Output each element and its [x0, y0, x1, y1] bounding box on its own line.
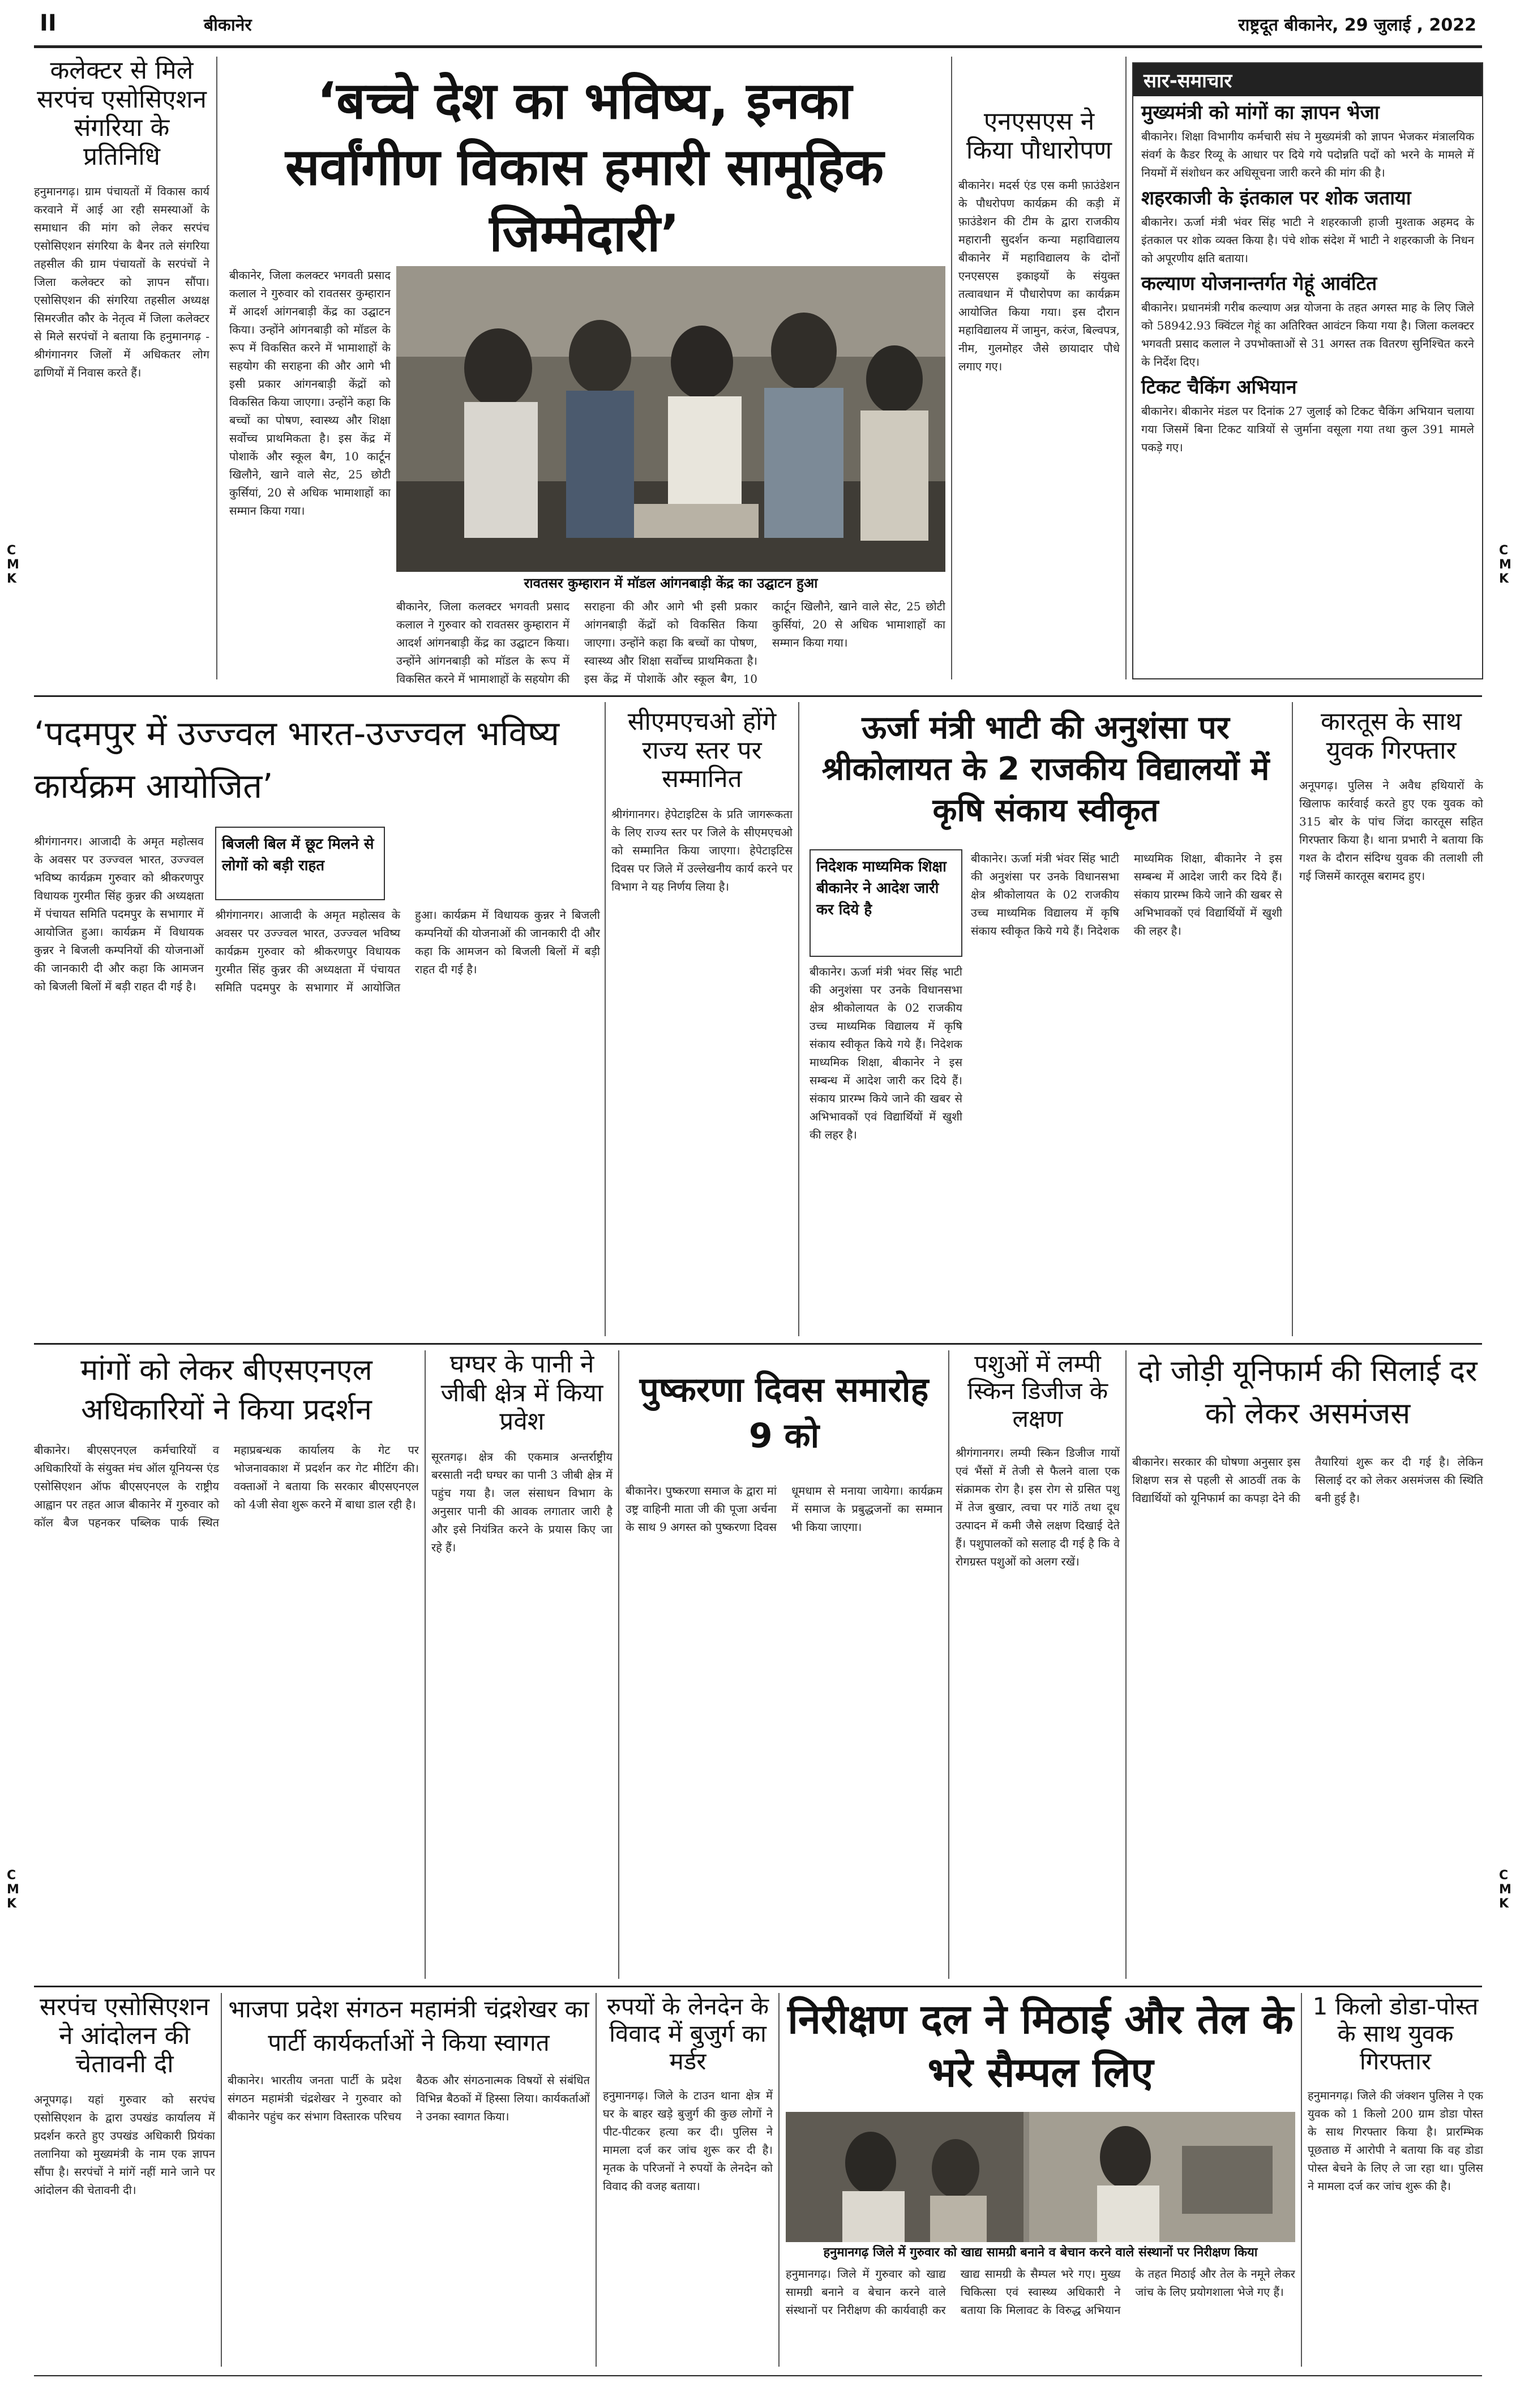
column-divider	[1292, 702, 1293, 1336]
article-body: श्रीगंगानगर। आजादी के अमृत महोत्सव के अवसर पर उज्ज्वल भारत, उज्ज्वल भविष्य कार्यक्रम गुरुवार को श्रीकरणपुर विधायक गुरमीत सिंह कुन्नर की अध्यक्षता में पंचायत समिति पदमपुर के सभागार में आयोजित हुआ। कार्यक्रम में विधायक कुन्नर ने बिजली कम्पनियों की योजनाओं की जानकारी दी और कहा कि आमजन को बिजली बिलों में बड़ी राहत दी गई है।	[34, 835, 204, 993]
article-body: हनुमानगढ़। ग्राम पंचायतों में विकास कार्य करवाने में आई आ रही समस्याओं के समाधान की मांग को लेकर सरपंच एसोसिएशन संगरिया के बैनर तले संगरिया तहसील की ग्राम पंचायतों के सरपंचों ने जिला कलेक्टर को ज्ञापन सौंपा। एसोसिएशन की संगरिया तहसील अध्यक्ष सिमरजीत कौर के नेतृत्व में जिला कलेक्टर से मिले सरपंचों ने बताया कि हनुमानगढ़ - श्रीगंगानगर जिलों में अधिकतर लोग ढाणियों में निवास करते हैं।	[34, 185, 209, 380]
column-divider	[618, 1350, 619, 1979]
column-divider	[778, 1993, 780, 2367]
article-bjp	[228, 1993, 590, 2367]
column-divider	[1125, 1350, 1127, 1979]
column-divider	[951, 57, 952, 679]
inspection-photo	[786, 2112, 1295, 2242]
reg-k-right-2: K	[1499, 1897, 1509, 1911]
article-cartoos	[1299, 702, 1483, 1336]
reg-c-right-2: C	[1499, 1868, 1509, 1883]
highlight-text: निदेशक माध्यमिक शिक्षा बीकानेर ने आदेश जारी कर दिये है	[816, 858, 947, 918]
brief-headline: टिकट चैकिंग अभियान	[1141, 376, 1297, 399]
sar-samachar-box	[1132, 62, 1483, 679]
brief-headline: शहरकाजी के इंतकाल पर शोक जताया	[1141, 187, 1411, 210]
article-body: श्रीगंगानगर। लम्पी स्किन डिजीज गायों एवं भैंसों में तेजी से फैलने वाला एक संक्रामक रोग है। इस रोग से ग्रसित पशु में तेज बुखार, त्वचा पर गांठें तथा दूध उत्पादन में कमी जैसे लक्षण दिखाई देते हैं। पशुपालकों को सलाह दी गई है कि वे रोगग्रस्त पशुओं को अलग रखें।	[956, 1445, 1120, 1568]
headline: ‘पदमपुर में उज्ज्वल भारत-उज्ज्वल भविष्य कार्यक्रम आयोजित’	[34, 714, 560, 806]
headline: रुपयों के लेनदेन के विवाद में बुजुर्ग का मर्डर	[606, 1993, 769, 2075]
column-divider	[1125, 57, 1127, 679]
article-pushkarna	[626, 1350, 943, 1979]
article-sarpanch-sangaria	[34, 57, 209, 679]
lead-body: बीकानेर, जिला कलक्टर भगवती प्रसाद कलाल ने गुरुवार को रावतसर कुम्हारान में आदर्श आंगनबाड़ी केंद्र का उद्घाटन किया। उन्होंने आंगनबाड़ी को मॉडल के रूप में विकसित करने में भामाशाहों के सहयोग की सराहना की और आगे भी इसी प्रकार आंगनबाड़ी केंद्रों को विकसित किया जाएगा। उन्होंने कहा कि बच्चों का पोषण, स्वास्थ्य और शिक्षा सर्वोच्च प्राथमिकता है। इस केंद्र में पोशाकें और स्कूल बैग, 10 कार्टून खिलौने, खाने वाले सेट, 25 छोटी कुर्सियां, 20 से अधिक भामाशाहों का सम्मान किया गया।	[229, 268, 391, 517]
lead-headline: ‘बच्चे देश का भविष्य, इनका सर्वांगीण विकास हमारी सामूहिक जिम्मेदारी’	[285, 71, 884, 263]
article-body-continued: श्रीगंगानगर। आजादी के अमृत महोत्सव के अवसर पर उज्ज्वल भारत, उज्ज्वल भविष्य कार्यक्रम गुरुवार को श्रीकरणपुर विधायक गुरमीत सिंह कुन्नर की अध्यक्षता में पंचायत समिति पदमपुर के सभागार में आयोजित हुआ। कार्यक्रम में विधायक कुन्नर ने बिजली कम्पनियों की योजनाओं की जानकारी दी और कहा कि आमजन को बिजली बिलों में बड़ी राहत दी गई है।	[215, 908, 600, 994]
urja-highlight	[810, 849, 962, 957]
article-body: हनुमानगढ़। जिले की जंक्शन पुलिस ने एक युवक को 1 किलो 200 ग्राम डोडा पोस्त के साथ गिरफ्तार किया है। प्रारम्भिक पूछताछ में आरोपी ने बताया कि वह डोडा पोस्त बेचने के लिए ले जा रहा था। पुलिस ने मामला दर्ज कर जांच शुरू की है।	[1308, 2088, 1483, 2193]
column-divider	[605, 702, 606, 1336]
reg-m-right-2: M	[1499, 1883, 1511, 1897]
article-body: हनुमानगढ़। जिले में गुरुवार को खाद्य सामग्री बनाने व बेचान करने वाले संस्थानों पर निरीक्षण की कार्यवाही कर खाद्य सामग्री के सैम्पल भरे गए। मुख्य चिकित्सा एवं स्वास्थ्य अधिकारी ने बताया कि मिलावट के विरुद्ध अभियान के तहत मिठाई और तेल के नमूने लेकर जांच के लिए प्रयोगशाला भेजे गए हैं।	[786, 2267, 1295, 2317]
article-sarpanch-anupgarh	[34, 1993, 215, 2367]
article-uniform	[1132, 1350, 1483, 1979]
inspection-photo-caption: हनुमानगढ़ जिले में गुरुवार को खाद्य सामग्री बनाने व बेचान करने वाले संस्थानों पर निरीक्षण किया	[823, 2246, 1258, 2260]
headline: 1 किलो डोडा-पोस्त के साथ युवक गिरफ्तार	[1312, 1993, 1479, 2075]
masthead	[0, 0, 1516, 44]
article-body: बीकानेर। सरकार की घोषणा अनुसार इस शिक्षण सत्र से पहली से आठवीं तक के विद्यार्थियों को यूनिफार्म का कपड़ा देने की तैयारियां शुरू कर दी गई है। लेकिन सिलाई दर को लेकर असमंजस की स्थिति बनी हुई है।	[1132, 1455, 1483, 1505]
column-divider	[216, 57, 217, 679]
headline: दो जोड़ी यूनिफार्म की सिलाई दर को लेकर असमंजस	[1138, 1354, 1478, 1431]
lead-photo	[396, 266, 945, 572]
headline: घग्घर के पानी ने जीबी क्षेत्र में किया प्रवेश	[440, 1350, 603, 1436]
article-body: बीकानेर। भारतीय जनता पार्टी के प्रदेश संगठन महामंत्री चंद्रशेखर ने गुरुवार को बीकानेर पहुंच कर संभाग विस्तारक परिचय बैठक और संगठनात्मक विषयों से संबंधित विभिन्न बैठकों में हिस्सा लिया। कार्यकर्ताओं ने उनका स्वागत किया।	[228, 2073, 590, 2123]
article-cmho	[611, 702, 793, 1336]
reg-k-left: K	[7, 572, 17, 586]
article-doda-post	[1308, 1993, 1483, 2367]
column-divider	[596, 1993, 597, 2367]
headline: ऊर्जा मंत्री भाटी की अनुशंसा पर श्रीकोलायत के 2 राजकीय विद्यालयों में कृषि संकाय स्वीकृत	[821, 709, 1270, 829]
article-ghaggar	[431, 1350, 613, 1979]
reg-m-left: M	[7, 558, 19, 572]
highlight-text: बिजली बिल में छूट मिलने से लोगों को बड़ी राहत	[222, 836, 374, 874]
brief-body: बीकानेर। ऊर्जा मंत्री भंवर सिंह भाटी ने शहरकाजी हाजी मुश्ताक अहमद के इंतकाल पर शोक व्यक्त किया है। पंचे शोक संदेश में भाटी ने शहरकाजी के निधन को अपूरणीय क्षति बताया।	[1141, 215, 1474, 266]
lead-body-bottom: बीकानेर, जिला कलक्टर भगवती प्रसाद कलाल ने गुरुवार को रावतसर कुम्हारान में आदर्श आंगनबाड़ी केंद्र का उद्घाटन किया। उन्होंने आंगनबाड़ी को मॉडल के रूप में विकसित करने में भामाशाहों के सहयोग की सराहना की और आगे भी इसी प्रकार आंगनबाड़ी केंद्रों को विकसित किया जाएगा। उन्होंने कहा कि बच्चों का पोषण, स्वास्थ्य और शिक्षा सर्वोच्च प्राथमिकता है। इस केंद्र में पोशाकें और स्कूल बैग, 10 कार्टून खिलौने, खाने वाले सेट, 25 छोटी कुर्सियां, 20 से अधिक भामाशाहों का सम्मान किया गया।	[396, 600, 945, 686]
brief-body: बीकानेर। बीकानेर मंडल पर दिनांक 27 जुलाई को टिकट चैकिंग अभियान चलाया गया जिसमें बिना टिकट यात्रियों से जुर्माना वसूला गया तथा कुल 391 मामले पकड़े गए।	[1141, 404, 1474, 455]
sar-samachar-title: सार-समाचार	[1133, 63, 1482, 96]
headline: पुष्करणा दिवस समारोह 9 को	[639, 1370, 929, 1456]
reg-m-left-2: M	[7, 1883, 19, 1897]
brief-body: बीकानेर। प्रधानमंत्री गरीब कल्याण अन्न योजना के तहत अगस्त माह के लिए जिले को 58942.93 क्विंटल गेहूं का अतिरिक्त आवंटन किया गया है। जिला कलक्टर भगवती प्रसाद कलाल ने उपभोक्ताओं से 31 अगस्त तक वितरण सुनिश्चित करने के निर्देश दिए।	[1141, 301, 1474, 369]
reg-c-left-2: C	[7, 1868, 16, 1883]
article-body: बीकानेर। बीएसएनएल कर्मचारियों व अधिकारियों के संयुक्त मंच ऑल यूनियन्स एंड एसोसिएशन ऑफ बीएसएनएल के राष्ट्रीय आह्वान पर तहत आज बीकानेर में गुरुवार को कॉल बैज पहनकर पब्लिक पार्क स्थित महाप्रबन्धक कार्यालय के गेट पर भोजनावकाश में प्रदर्शन कर गेट मीटिंग की। वक्ताओं ने बताया कि सरकार बीएसएनएल को 4जी सेवा शुरू करने में बाधा डाल रही है।	[34, 1443, 419, 1530]
article-body: श्रीगंगानगर। हेपेटाइटिस के प्रति जागरूकता के लिए राज्य स्तर पर जिले के सीएमएचओ को सम्मानित किया जाएगा। हेपेटाइटिस दिवस पर जिले में उल्लेखनीय कार्य करने पर विभाग ने यह निर्णय लिया है।	[611, 807, 793, 893]
reg-k-right: K	[1499, 572, 1509, 586]
column-divider	[425, 1350, 426, 1979]
reg-c-left: C	[7, 544, 16, 558]
headline: सरपंच एसोसिएशन ने आंदोलन की चेतावनी दी	[40, 1993, 209, 2079]
article-body: बीकानेर। पुष्करणा समाज के द्वारा मां उष्ट्र वाहिनी माता जी की पूजा अर्चना के साथ 9 अगस्त को पुष्करणा दिवस धूमधाम से मनाया जायेगा। कार्यक्रम में समाज के प्रबुद्धजनों का सम्मान भी किया जाएगा।	[626, 1484, 943, 1534]
reg-k-left-2: K	[7, 1897, 17, 1911]
article-body-continued: बीकानेर। ऊर्जा मंत्री भंवर सिंह भाटी की अनुशंसा पर उनके विधानसभा क्षेत्र श्रीकोलायत के 02 राजकीय उच्च माध्यमिक विद्यालय में कृषि संकाय स्वीकृत किये गये हैं। निदेशक माध्यमिक शिक्षा, बीकानेर ने इस सम्बन्ध में आदेश जारी कर दिये हैं। संकाय प्रारम्भ किये जाने की खबर से अभिभावकों एवं विद्यार्थियों में खुशी की लहर है।	[971, 852, 1282, 938]
masthead-rule	[34, 45, 1482, 48]
article-body: अनूपगढ़। पुलिस ने अवैध हथियारों के खिलाफ कार्रवाई करते हुए एक युवक को 315 बोर के पांच जिंदा कारतूस सहित गिरफ्तार किया है। थाना प्रभारी ने बताया कि गश्त के दौरान संदिग्ध युवक की तलाशी ली गई जिसमें कारतूस बरामद हुए।	[1299, 779, 1483, 883]
column-divider	[1301, 1993, 1302, 2367]
article-lumpy	[956, 1350, 1120, 1979]
lead-photo-caption: रावतसर कुम्हारान में मॉडल आंगनबाड़ी केंद्र का उद्घाटन हुआ	[524, 575, 818, 591]
headline: पशुओं में लम्पी स्किन डिजीज के लक्षण	[967, 1350, 1108, 1432]
reg-m-right: M	[1499, 558, 1511, 572]
reg-c-right: C	[1499, 544, 1509, 558]
inspection-photo-image	[786, 2112, 1295, 2242]
headline: मांगों को लेकर बीएसएनएल अधिकारियों ने किया प्रदर्शन	[80, 1353, 372, 1427]
article-body: अनूपगढ़। यहां गुरुवार को सरपंच एसोसिएशन के द्वारा उपखंड कार्यालय में प्रदर्शन करते हुए उपखंड अधिकारी प्रियंका तलानिया को मुख्यमंत्री के नाम एक ज्ञापन सौंपा है। सरपंचों ने मांगें नहीं माने जाने पर आंदोलन की चेतावनी दी।	[34, 2092, 215, 2197]
brief-headline: कल्याण योजनान्तर्गत गेहूं आवंटित	[1141, 272, 1377, 296]
headline: भाजपा प्रदेश संगठन महामंत्री चंद्रशेखर का पार्टी कार्यकर्ताओं ने किया स्वागत	[228, 1995, 589, 2056]
headline: कारतूस के साथ युवक गिरफ्तार	[1320, 707, 1462, 765]
article-body: हनुमानगढ़। जिले के टाउन थाना क्षेत्र में घर के बाहर खड़े बुजुर्ग की कुछ लोगों ने पीट-पीटकर हत्या कर दी। पुलिस ने मामला दर्ज कर जांच शुरू कर दी है। मृतक के परिजनों ने रुपयों के लेनदेन को विवाद की वजह बताया।	[603, 2088, 773, 2193]
section-rule	[34, 1343, 1482, 1345]
headline: कलेक्टर से मिले सरपंच एसोसिएशन संगरिया के प्रतिनिधि	[37, 57, 207, 171]
brief-headline: मुख्यमंत्री को मांगों का ज्ञापन भेजा	[1141, 101, 1380, 124]
headline: सीएमएचओ होंगे राज्य स्तर पर सम्मानित	[627, 707, 777, 794]
lead-photo-image	[396, 266, 945, 572]
column-divider	[221, 1993, 222, 2367]
padampur-highlight	[215, 827, 385, 900]
headline: एनएसएस ने किया पौधारोपण	[966, 107, 1112, 165]
article-murder	[603, 1993, 773, 2367]
page-number: II	[40, 10, 57, 36]
column-divider	[798, 702, 799, 1336]
brief-body: बीकानेर। शिक्षा विभागीय कर्मचारी संघ ने मुख्यमंत्री को ज्ञापन भेजकर मंत्रालयिक संवर्ग के कैडर रिव्यू के आधार पर दिये गये पदोन्नति पदों को भरने के मामले में नियमों में संशोधन कर अधिसूचना जारी करने की मांग की है।	[1141, 130, 1474, 180]
article-body: सूरतगढ़। क्षेत्र की एकमात्र अन्तर्राष्ट्रीय बरसाती नदी घग्घर का पानी 3 जीबी क्षेत्र में पहुंच गया है। जल संसाधन विभाग के अनुसार पानी की आवक लगातार जारी है और इसे नियंत्रित करने के प्रयास किए जा रहे हैं।	[431, 1449, 613, 1554]
headline: निरीक्षण दल ने मिठाई और तेल के भरे सैम्पल लिए	[787, 1995, 1294, 2096]
footer-rule	[34, 2375, 1482, 2376]
article-body: बीकानेर। मदर्स एंड एस कमी फ़ाउंडेशन के पौधरोपण कार्यक्रम की कड़ी में फ़ाउंडेशन की टीम के द्वारा राजकीय महारानी सुदर्शन कन्या महाविद्यालय बीकानेर में महाविद्यालय के दोनों एनएसएस इकाइयों के संयुक्त तत्वावधान में पौधारोपण का कार्यक्रम आयोजित किया गया। इस दौरान महाविद्यालय में जामुन, करंज, बिल्वपत्र, नीम, गुलमोहर जैसे छायादार पौधे लगाए गए।	[958, 178, 1120, 374]
section-rule	[34, 1986, 1482, 1987]
section-rule	[34, 695, 1482, 697]
masthead-city: बीकानेर	[204, 15, 252, 35]
masthead-date: राष्ट्रदूत बीकानेर, 29 जुलाई , 2022	[1238, 15, 1476, 35]
article-body: बीकानेर। ऊर्जा मंत्री भंवर सिंह भाटी की अनुशंसा पर उनके विधानसभा क्षेत्र श्रीकोलायत के 02 राजकीय उच्च माध्यमिक विद्यालय में कृषि संकाय स्वीकृत किये गये हैं। निदेशक माध्यमिक शिक्षा, बीकानेर ने इस सम्बन्ध में आदेश जारी कर दिये हैं। संकाय प्रारम्भ किये जाने की खबर से अभिभावकों एवं विद्यार्थियों में खुशी की लहर है।	[810, 965, 962, 1141]
article-nss	[958, 57, 1120, 679]
column-divider	[948, 1350, 949, 1979]
article-bsnl	[34, 1350, 419, 1979]
